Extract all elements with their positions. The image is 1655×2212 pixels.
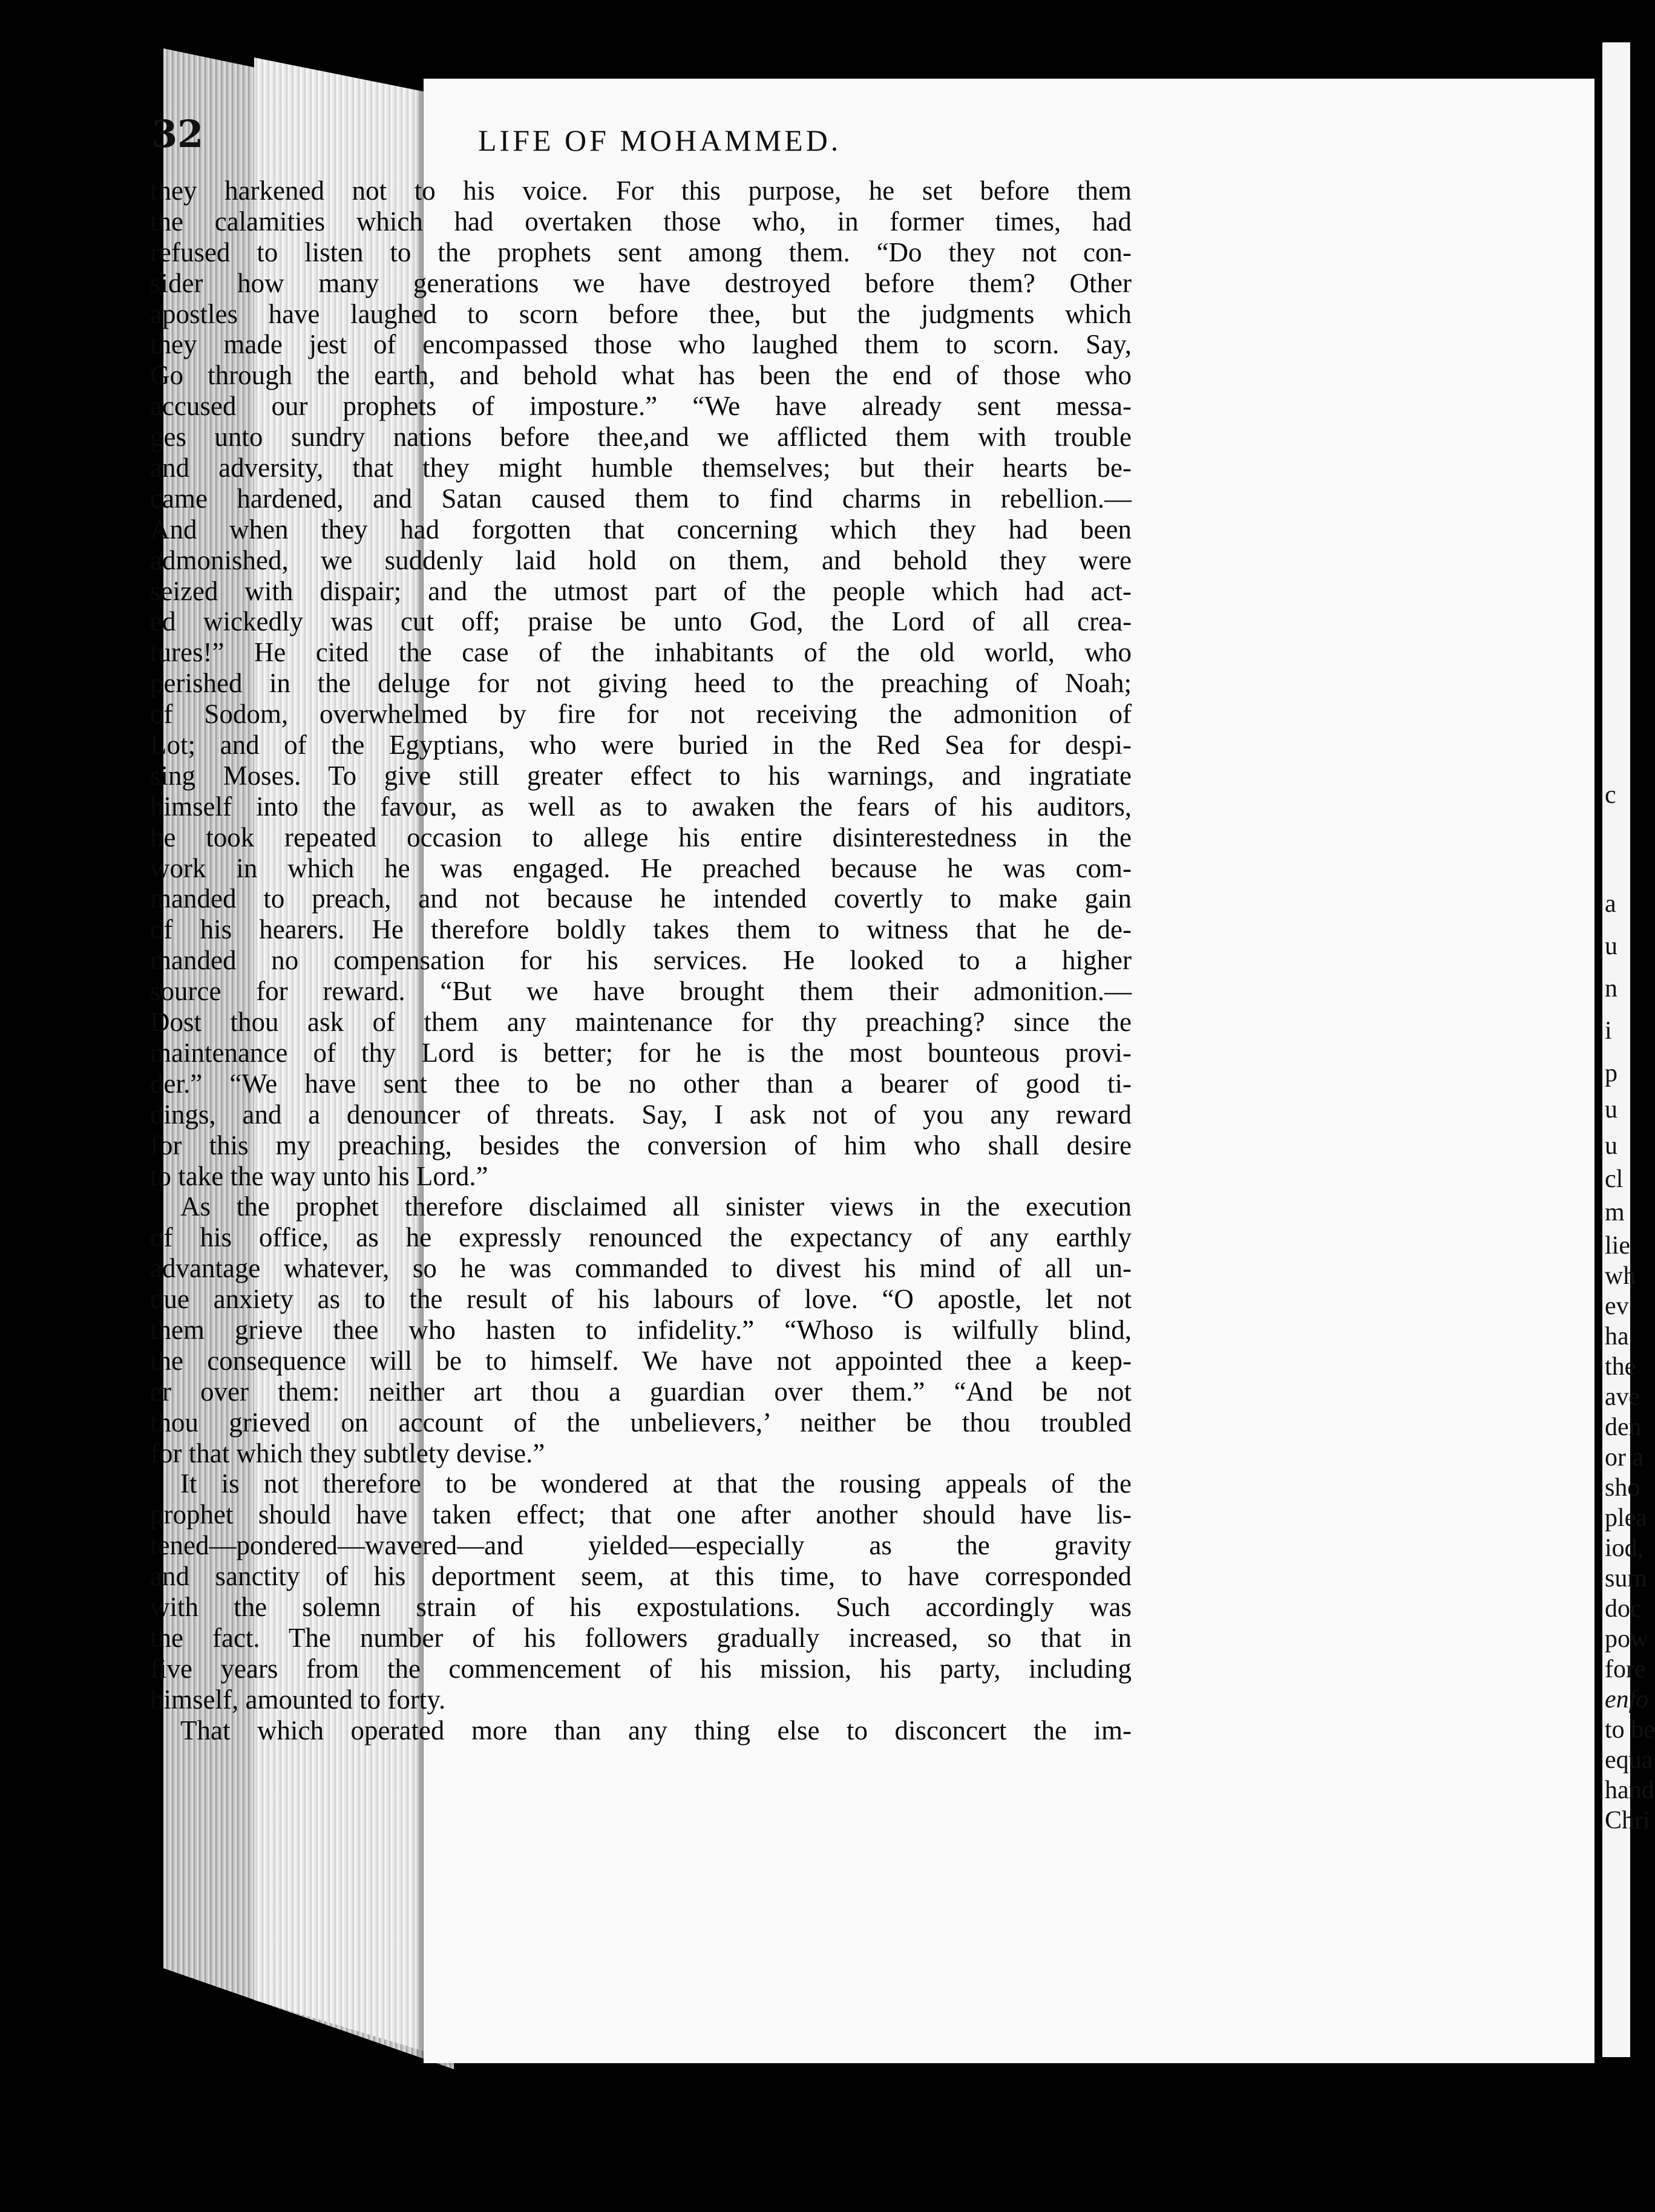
text-line: thou grieved on account of the unbelievers,’ neither be thou troubled xyxy=(150,1407,1132,1438)
text-line: ed wickedly was cut off; praise be unto God, the Lord of all crea- xyxy=(150,606,1132,637)
text-line: of Sodom, overwhelmed by fire for not receiving the admonition of xyxy=(150,699,1132,730)
text-line: sing Moses. To give still greater effect to his warnings, and ingratiate xyxy=(150,760,1132,791)
text-line: manded no compensation for his services. He looked to a higher xyxy=(150,945,1132,976)
text-line: tened—pondered—wavered—and yielded—especially as the gravity xyxy=(150,1530,1132,1561)
facing-page-text: u xyxy=(1605,932,1617,960)
facing-page-text: hand xyxy=(1605,1776,1654,1804)
text-line: work in which he was engaged. He preached because he was com- xyxy=(150,852,1132,883)
facing-page-text: lie xyxy=(1605,1232,1630,1260)
text-line: with the solemn strain of his expostulations. Such accordingly was xyxy=(150,1591,1132,1622)
text-line: the fact. The number of his followers gradually increased, so that in xyxy=(150,1622,1132,1653)
facing-page-text: p xyxy=(1605,1059,1617,1087)
text-line: of his hearers. He therefore boldly takes them to witness that he de- xyxy=(150,914,1132,945)
text-line: prophet should have taken effect; that one after another should have lis- xyxy=(150,1499,1132,1530)
facing-page-text: den xyxy=(1605,1413,1642,1441)
facing-page-text: the xyxy=(1605,1353,1636,1381)
text-line: five years from the commencement of his mission, his party, including xyxy=(150,1653,1132,1684)
facing-page-text: i xyxy=(1605,1017,1612,1045)
running-title: LIFE OF MOHAMMED. xyxy=(478,123,842,157)
facing-page-text: cl xyxy=(1605,1165,1624,1193)
facing-page-text: enfo xyxy=(1605,1686,1649,1713)
text-line: the consequence will be to himself. We have not appointed thee a keep- xyxy=(150,1345,1132,1376)
text-line: der.” “We have sent thee to be no other than a bearer of good ti- xyxy=(150,1068,1132,1099)
text-line: accused our prophets of imposture.” “We have already sent messa- xyxy=(150,391,1132,422)
facing-page-text: pow xyxy=(1605,1625,1649,1653)
facing-page-text: fore xyxy=(1605,1655,1646,1683)
text-line: came hardened, and Satan caused them to find charms in rebellion.— xyxy=(150,483,1132,514)
body-text xyxy=(150,175,1132,1746)
text-line: That which operated more than any thing else to disconcert the im- xyxy=(180,1715,1132,1746)
facing-page-text: a xyxy=(1605,890,1616,918)
text-line: As the prophet therefore disclaimed all sinister views in the execution xyxy=(180,1191,1132,1222)
text-line: they made jest of encompassed those who laughed them to scorn. Say, xyxy=(150,329,1132,360)
text-line: source for reward. “But we have brought them their admonition.— xyxy=(150,976,1132,1007)
text-line: for that which they subtlety devise.” xyxy=(150,1438,545,1468)
text-line: apostles have laughed to scorn before thee, but the judgments which xyxy=(150,298,1132,329)
text-line: maintenance of thy Lord is better; for he is the most bounteous provi- xyxy=(150,1037,1132,1068)
facing-page-text: ev xyxy=(1605,1292,1629,1320)
facing-page-text: n xyxy=(1605,975,1617,1003)
facing-page-text: ave xyxy=(1605,1383,1640,1411)
facing-page-fragment xyxy=(1602,42,1655,2057)
text-line: tures!” He cited the case of the inhabitants of the old world, who xyxy=(150,637,1132,668)
facing-page-text: c xyxy=(1605,781,1616,809)
text-line: to take the way unto his Lord.” xyxy=(150,1160,488,1191)
facing-page-text: sum xyxy=(1605,1565,1648,1592)
facing-page-text: u xyxy=(1605,1132,1617,1160)
page-number: 32 xyxy=(151,112,204,156)
text-line: they harkened not to his voice. For this purpose, he set before them xyxy=(150,175,1132,206)
page-header xyxy=(151,112,1135,166)
text-line: himself, amounted to forty. xyxy=(150,1684,446,1715)
text-line: admonished, we suddenly laid hold on them, and behold they were xyxy=(150,545,1132,575)
text-line: refused to listen to the prophets sent among them. “Do they not con- xyxy=(150,237,1132,267)
facing-page-text: wh xyxy=(1605,1262,1636,1290)
text-line: er over them: neither art thou a guardian over them.” “And be not xyxy=(150,1376,1132,1407)
text-line: It is not therefore to be wondered at that the rousing appeals of the xyxy=(180,1468,1132,1499)
facing-page-text: or a xyxy=(1605,1444,1644,1471)
text-line: of his office, as he expressly renounced the expectancy of any earthly xyxy=(150,1222,1132,1253)
facing-page-text: u xyxy=(1605,1096,1617,1124)
text-line: ges unto sundry nations before thee,and we afflicted them with trouble xyxy=(150,422,1132,453)
text-line: himself into the favour, as well as to awaken the fears of his auditors, xyxy=(150,791,1132,822)
text-line: dings, and a denouncer of threats. Say, I ask not of you any reward xyxy=(150,1099,1132,1130)
text-line: Dost thou ask of them any maintenance for thy preaching? since the xyxy=(150,1007,1132,1038)
text-line: advantage whatever, so he was commanded to divest his mind of all un- xyxy=(150,1253,1132,1284)
text-line: seized with dispair; and the utmost part of the people which had act- xyxy=(150,575,1132,606)
text-line: the calamities which had overtaken those who, in former times, had xyxy=(150,206,1132,237)
facing-page-text: to be xyxy=(1605,1716,1655,1744)
text-line: and adversity, that they might humble themselves; but their hearts be- xyxy=(150,453,1132,483)
facing-page-text: plea xyxy=(1605,1504,1647,1532)
text-line: due anxiety as to the result of his labours of love. “O apostle, let not xyxy=(150,1284,1132,1315)
text-line: and sanctity of his deportment seem, at this time, to have corresponded xyxy=(150,1561,1132,1592)
facing-page-text: ha xyxy=(1605,1323,1629,1350)
text-line: he took repeated occasion to allege his entire disinterestedness in the xyxy=(150,822,1132,852)
text-line: perished in the deluge for not giving heed to the preaching of Noah; xyxy=(150,668,1132,699)
facing-page-text: sho xyxy=(1605,1474,1640,1502)
facing-page-text: doc xyxy=(1605,1595,1642,1623)
text-line: manded to preach, and not because he intended covertly to make gain xyxy=(150,883,1132,914)
text-line: And when they had forgotten that concerning which they had been xyxy=(150,514,1132,545)
facing-page-text: equa xyxy=(1605,1746,1653,1774)
text-line: Go through the earth, and behold what has been the end of those who xyxy=(150,360,1132,391)
text-line: Lot; and of the Egyptians, who were buried in the Red Sea for despi- xyxy=(150,730,1132,761)
facing-page-text: iod, xyxy=(1605,1534,1644,1562)
facing-page-text: m xyxy=(1605,1199,1625,1226)
facing-page-text: Chri xyxy=(1605,1807,1650,1834)
text-line: them grieve thee who hasten to infidelity.” “Whoso is wilfully blind, xyxy=(150,1314,1132,1345)
text-line: sider how many generations we have destroyed before them? Other xyxy=(150,267,1132,298)
text-line: for this my preaching, besides the conversion of him who shall desire xyxy=(150,1130,1132,1160)
